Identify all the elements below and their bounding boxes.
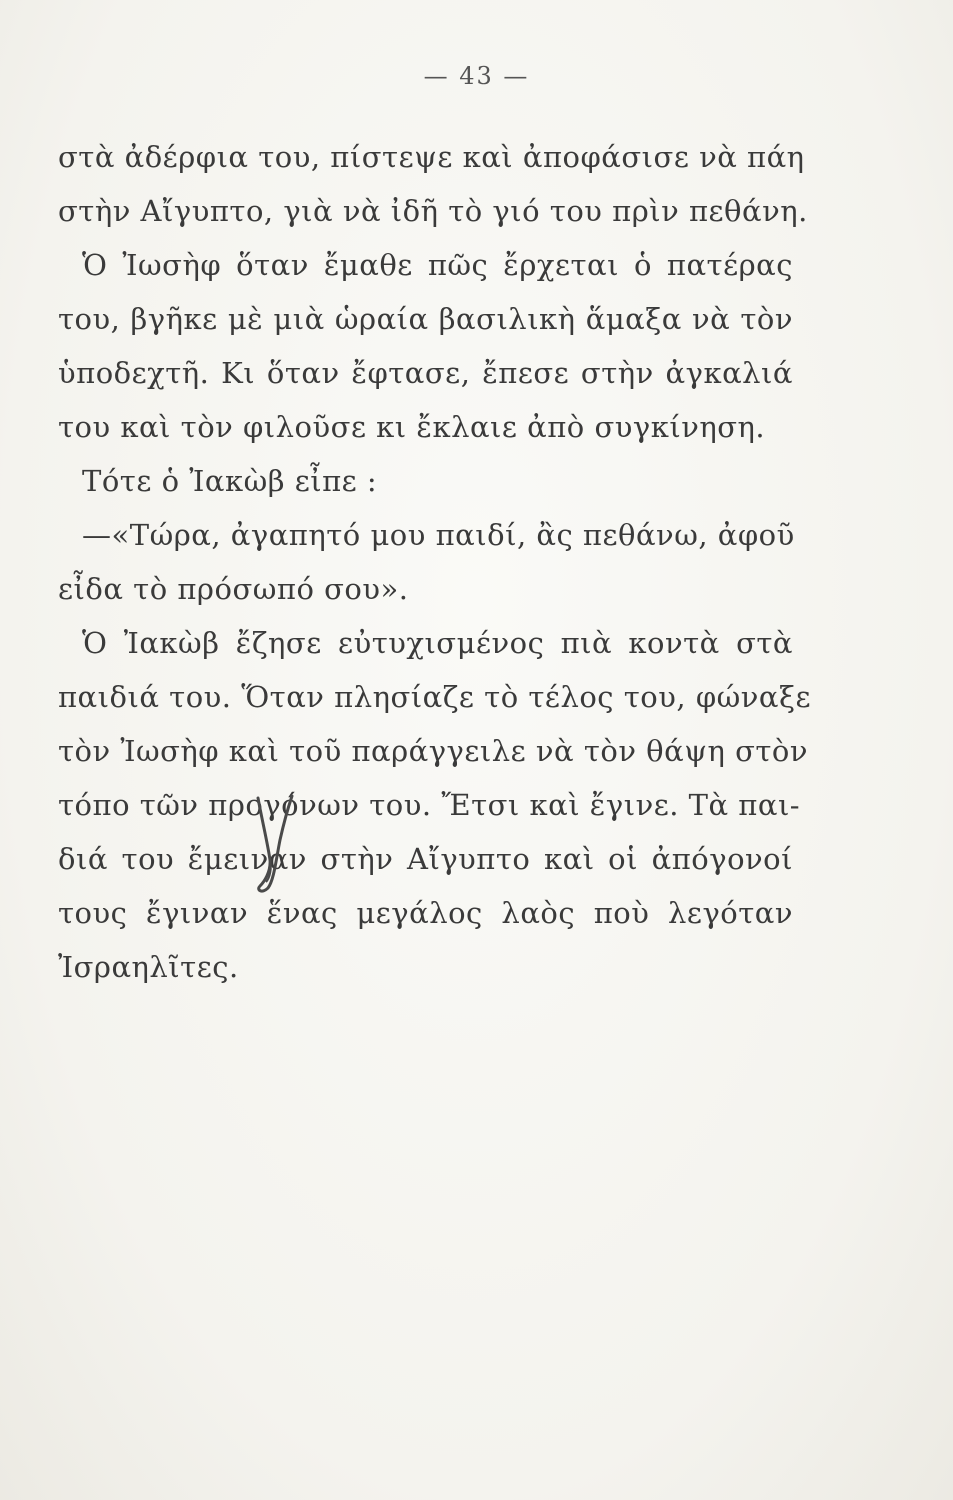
page-number: — 43 — [423, 62, 530, 90]
text-line: Τότε ὁ Ἰακὼβ εἶπε : [82, 464, 378, 498]
text-line: Ὁ Ἰωσὴφ ὅταν ἔμαθε πῶς ἔρχεται ὁ πατέρας [82, 248, 793, 282]
text-line: στὴν Αἴγυπτο, γιὰ νὰ ἰδῆ τὸ γιό του πρὶν πεθάνη. [58, 194, 808, 228]
text-line: ὑποδεχτῆ. Κι ὅταν ἔφτασε, ἔπεσε στὴν ἀγκαλιά [58, 356, 793, 390]
text-line: του καὶ τὸν φιλοῦσε κι ἔκλαιε ἀπὸ συγκίνηση. [58, 410, 766, 444]
text-line: Ἰσραηλῖτες. [58, 950, 239, 984]
text-line: στὰ ἀδέρφια του, πίστεψε καὶ ἀποφάσισε νὰ πάη [58, 140, 805, 174]
text-line: —«Τώρα, ἀγαπητό μου παιδί, ἂς πεθάνω, ἀφοῦ [82, 518, 795, 552]
text-line: του, βγῆκε μὲ μιὰ ὡραία βασιλικὴ ἅμαξα νὰ τὸν [58, 302, 793, 336]
body-text [58, 130, 811, 994]
pen-mark-icon [240, 790, 300, 900]
text-line: τους ἔγιναν ἕνας μεγάλος λαὸς ποὺ λεγόταν [58, 896, 793, 930]
text-line: τὸν Ἰωσὴφ καὶ τοῦ παράγγειλε νὰ τὸν θάψη στὸν [58, 734, 808, 768]
text-line: τόπο τῶν προγόνων του. Ἔτσι καὶ ἔγινε. Τὰ παι- [58, 788, 801, 822]
text-line: διά του ἔμειναν στὴν Αἴγυπτο καὶ οἱ ἀπόγονοί [58, 842, 793, 876]
text-line: εἶδα τὸ πρόσωπό σου». [58, 572, 409, 606]
text-line: Ὁ Ἰακὼβ ἔζησε εὐτυχισμένος πιὰ κοντὰ στὰ [82, 626, 793, 660]
text-line: παιδιά του. Ὅταν πλησίαζε τὸ τέλος του, φώναξε [58, 680, 811, 714]
